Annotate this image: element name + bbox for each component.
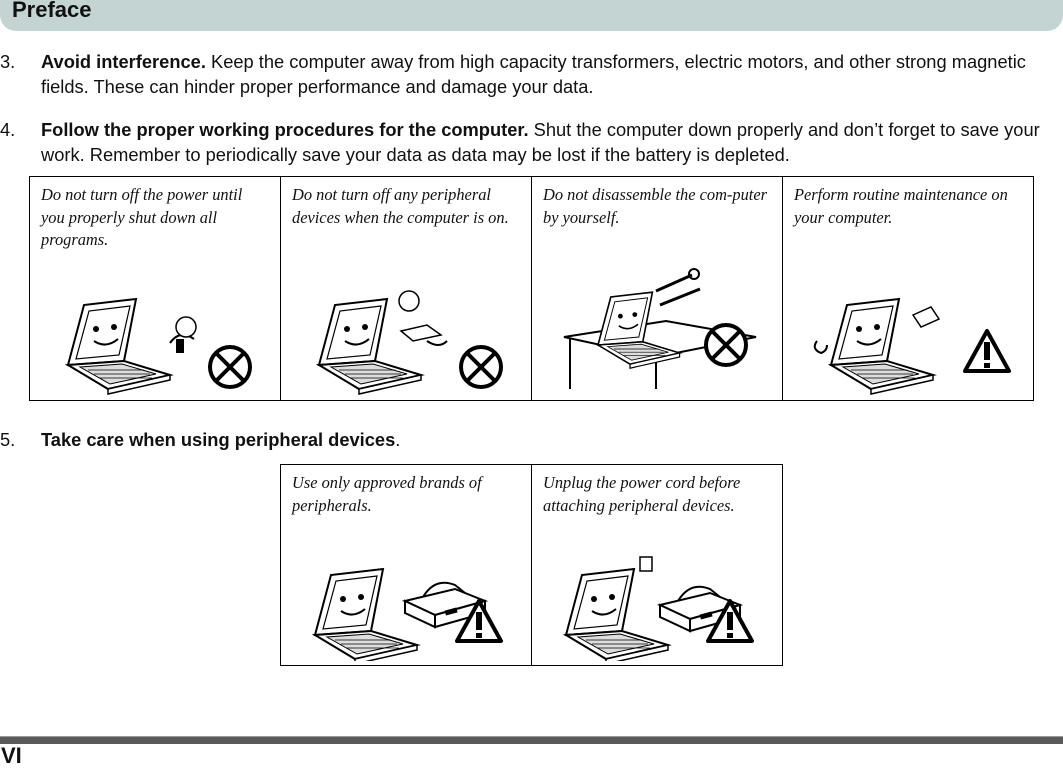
item-title: Follow the proper working procedures for the computer. — [41, 119, 529, 140]
item-number: 5. — [0, 429, 16, 450]
cell-caption: Perform routine maintenance on your computer. — [794, 185, 1008, 227]
page-number: VI — [1, 743, 22, 768]
item-text: Keep the computer away from high capacity transformers, electric motors, and other strong magnetic fields. These can hinder proper performance and damage your data. — [41, 51, 1026, 97]
laptop-unplug-illustration — [58, 285, 258, 395]
table-cell — [281, 177, 532, 401]
illustration-table-procedures — [29, 176, 1034, 401]
table-cell — [30, 177, 281, 401]
item-number: 3. — [0, 51, 16, 72]
prohibited-icon — [210, 347, 250, 387]
header-bar — [0, 0, 1063, 31]
illustration-table-peripherals — [280, 464, 783, 666]
page-title: Preface — [12, 0, 92, 22]
item-text: Shut the computer down properly and don’t forget to save your work. Remember to periodically save your data as data may be lost if the battery is depleted. — [41, 119, 1040, 165]
table-cell — [783, 177, 1034, 401]
warning-icon — [965, 331, 1009, 371]
prohibited-icon — [461, 347, 501, 387]
laptop-disassemble-illustration — [560, 265, 770, 395]
item-title: Avoid interference. — [41, 51, 206, 72]
item-text: . — [395, 429, 401, 450]
cell-caption: Do not turn off the power until you properly shut down all programs. — [41, 185, 243, 249]
table-cell — [532, 177, 783, 401]
laptop-peripheral-brands-illustration — [301, 551, 511, 661]
table-cell — [281, 465, 532, 666]
cell-caption: Use only approved brands of peripherals. — [292, 473, 482, 515]
laptop-peripheral-illustration — [309, 285, 509, 395]
cell-caption: Do not disassemble the com-puter by yourself. — [543, 185, 767, 227]
item-body — [41, 427, 1061, 452]
prohibited-icon — [706, 325, 746, 365]
item-title: Take care when using peripheral devices — [41, 429, 396, 450]
cell-caption: Unplug the power cord before attaching peripheral devices. — [543, 473, 741, 515]
cell-caption: Do not turn off any peripheral devices when the computer is on. — [292, 185, 509, 227]
item-number: 4. — [0, 119, 16, 140]
laptop-maintenance-illustration — [813, 285, 1013, 395]
table-cell — [532, 465, 783, 666]
footer-rule — [0, 737, 1063, 744]
laptop-unplug-peripheral-illustration — [552, 551, 762, 661]
item-body — [41, 49, 1061, 99]
item-body — [41, 117, 1061, 167]
